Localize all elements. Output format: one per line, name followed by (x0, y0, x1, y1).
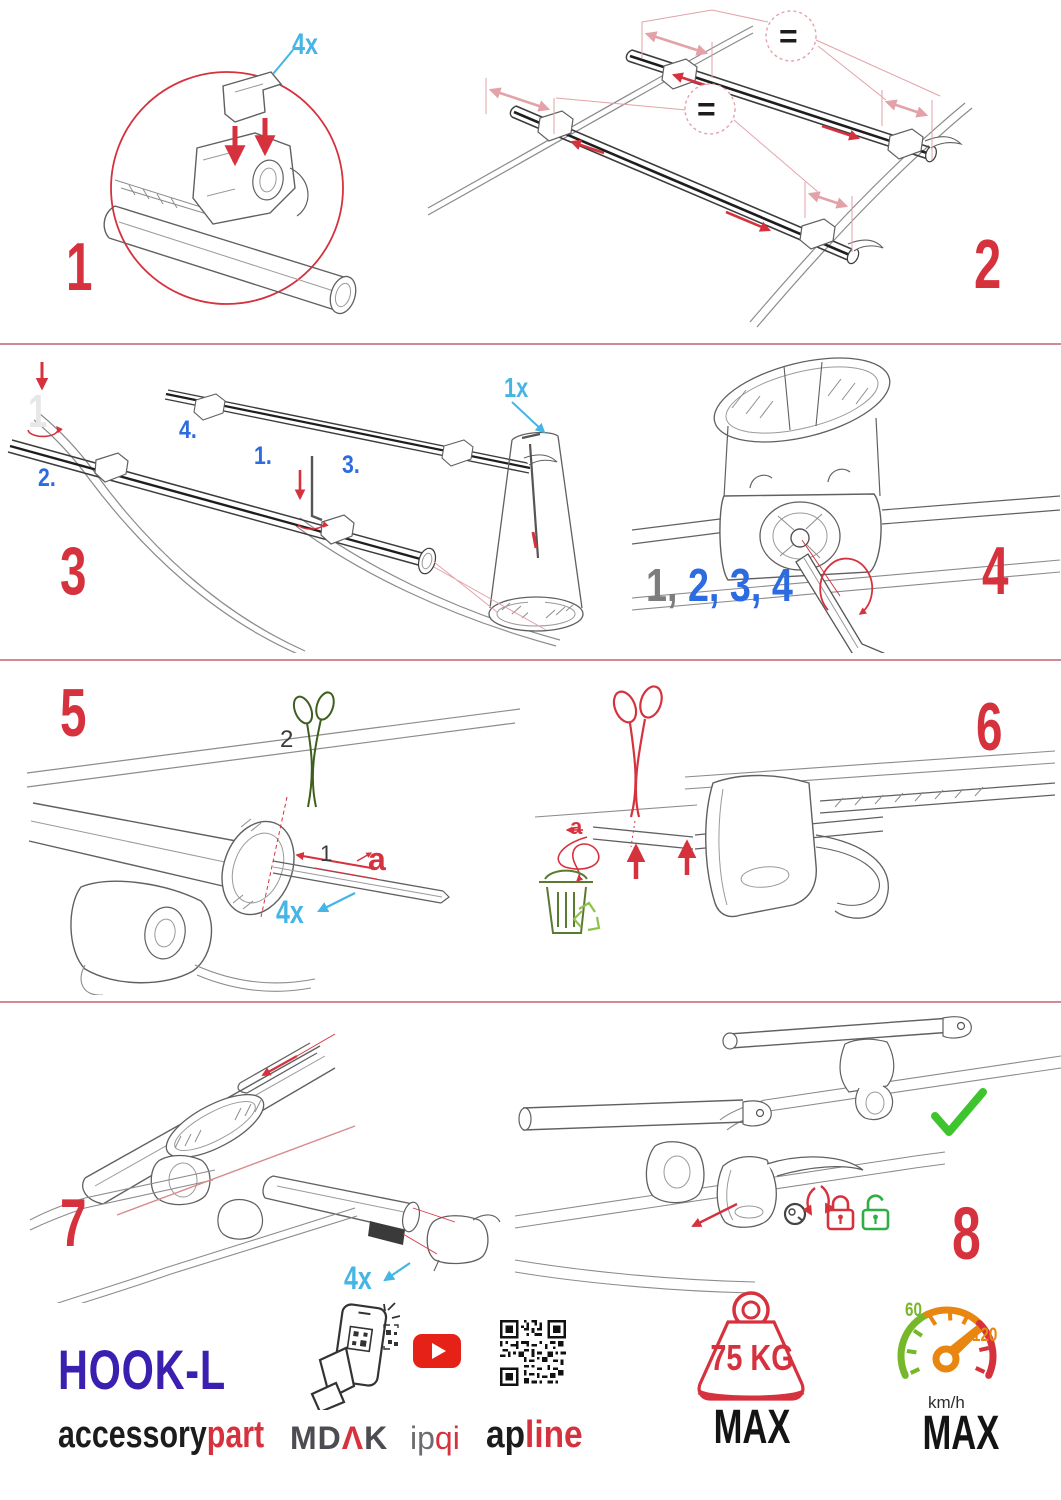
speed-top-label: 120 (972, 1325, 998, 1346)
step5-number: 5 (60, 675, 87, 751)
logo-mdak-lambda: Λ (341, 1420, 365, 1456)
step5-qty-label: 4x (276, 894, 304, 930)
step3-qty-label: 1x (504, 372, 529, 403)
step5-strip-letter: a (368, 841, 386, 877)
separator-3 (0, 1001, 1061, 1003)
lock-closed-icon (828, 1197, 853, 1230)
recycle-icon (574, 903, 599, 930)
step1-number: 1 (66, 229, 93, 305)
qr-code (500, 1320, 566, 1386)
step3-order-label-4: 4. (179, 416, 197, 444)
step7-illustration (25, 1008, 517, 1303)
step5-scissors-label: 2 (280, 726, 294, 753)
phone-qr-scan-icon (300, 1298, 400, 1410)
step5-strip-label: 1 (320, 841, 333, 866)
step4-sequence-rest: 2, 3, 4 (677, 559, 793, 611)
logo-mdak (290, 1422, 388, 1454)
step2-number: 2 (974, 225, 1002, 303)
step3-order-label-2: 2. (38, 464, 56, 492)
step5-illustration (15, 665, 525, 995)
step6-number: 6 (976, 689, 1003, 765)
step7-number: 7 (60, 1185, 87, 1261)
speed-unit-label: km/h (928, 1393, 965, 1412)
step2-illustration (420, 0, 1061, 340)
step2-equal-front: = (697, 91, 716, 127)
key-icon (785, 1204, 805, 1224)
step1-illustration (85, 28, 385, 328)
step3-order-label-3: 3. (342, 451, 360, 479)
step4-number: 4 (982, 533, 1009, 609)
logo-ipqi (410, 1422, 460, 1454)
step7-qty-label: 4x (344, 1260, 372, 1296)
step1-qty-label: 4x (292, 28, 319, 61)
brand-wordmark (58, 1416, 264, 1454)
step3-ghost-digit: 1 (28, 385, 48, 437)
speed-min-label: 60 (905, 1300, 922, 1321)
separator-2 (0, 659, 1061, 661)
step3-number: 3 (60, 533, 87, 609)
logo-ipqi-red: qi (434, 1420, 460, 1456)
checkmark-icon (935, 1092, 983, 1132)
lock-open-icon (863, 1196, 888, 1229)
speed-max-label: MAX (922, 1407, 1000, 1460)
brand-black-part: accessory (58, 1414, 207, 1456)
youtube-icon (413, 1334, 461, 1368)
weight-max-label: MAX (713, 1401, 791, 1454)
logo-apline (486, 1416, 583, 1454)
step4-sequence (646, 559, 793, 611)
scissors-icon (610, 684, 666, 817)
step4-sequence-first: 1, (646, 559, 678, 611)
step8-number: 8 (952, 1192, 981, 1275)
logo-mdak-md: MD (290, 1420, 342, 1456)
logo-apline-black: ap (486, 1414, 526, 1456)
brand-red-part: part (206, 1414, 265, 1456)
step3-illustration (0, 348, 625, 653)
step3-order-label-1: 1. (254, 442, 272, 470)
trash-bin-icon (539, 871, 593, 933)
step6-strip-letter: a (570, 814, 583, 839)
scissors-icon (290, 690, 337, 807)
logo-mdak-k: K (364, 1420, 389, 1456)
product-name: HOOK-L (58, 1338, 226, 1401)
separator-1 (0, 343, 1061, 345)
logo-apline-red: line (525, 1414, 583, 1456)
weight-value: 75 KG (710, 1337, 794, 1378)
logo-ipqi-gray: ip (410, 1420, 435, 1456)
step2-equal-rear: = (779, 18, 798, 54)
